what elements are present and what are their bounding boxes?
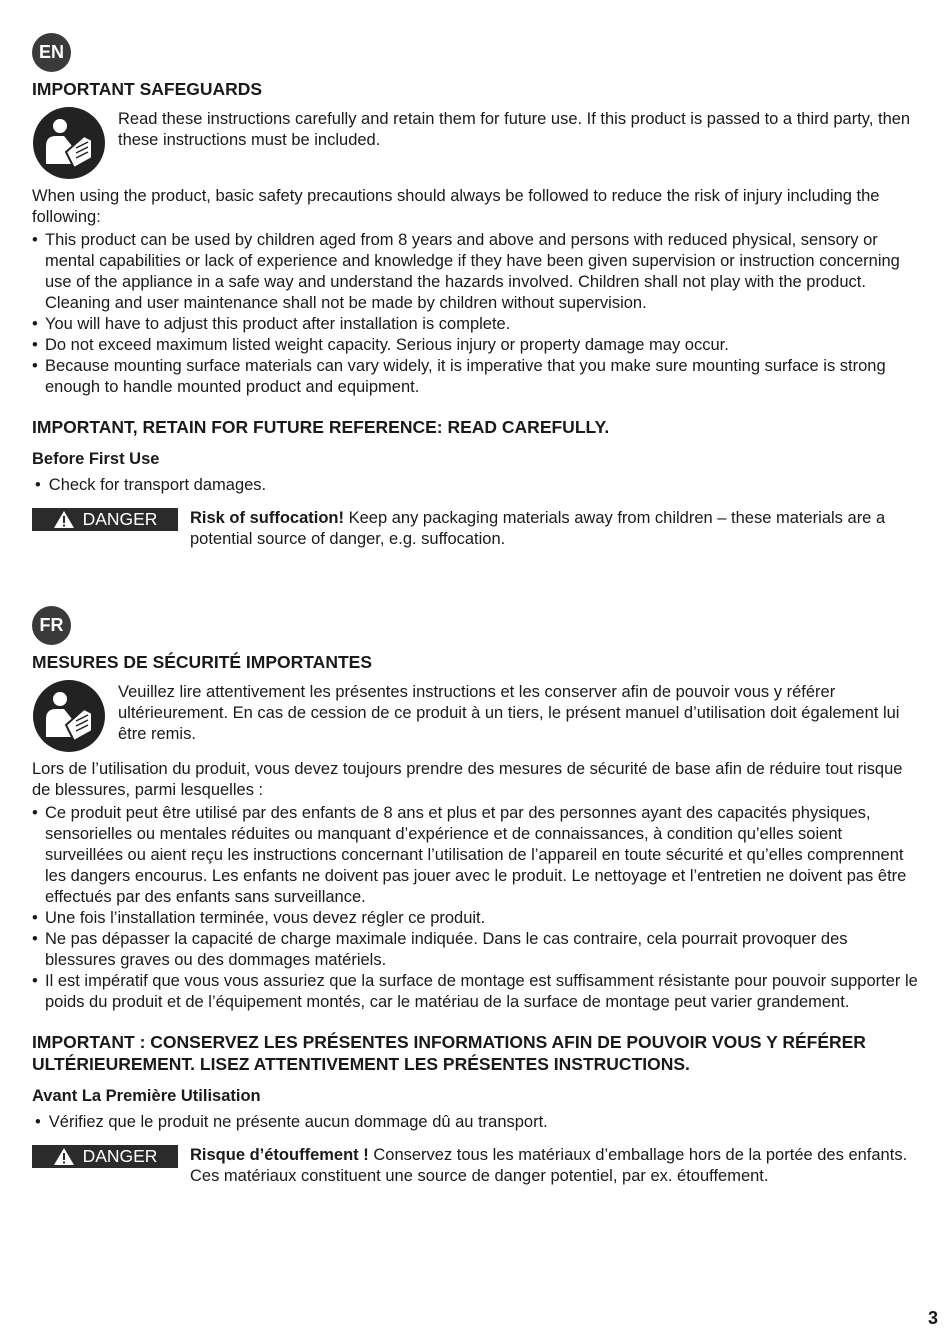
heading-retain: IMPORTANT, RETAIN FOR FUTURE REFERENCE: READ CAREFULLY. <box>32 417 610 437</box>
heading-retain: IMPORTANT : CONSERVEZ LES PRÉSENTES INFORMATIONS AFIN DE POUVOIR VOUS Y RÉFÉRER ULTÉRIEUREMENT. LISEZ ATTENTIVEMENT LES PRÉSENTES INSTRUCTIONS. <box>32 1032 866 1074</box>
warning-triangle-icon <box>53 510 75 529</box>
list-item: • Ne pas dépasser la capacité de charge maximale indiquée. Dans le cas contraire, cela pourrait provoquer des blessures graves ou des dommages matériels. <box>32 930 848 969</box>
danger-text: Risk of suffocation! Keep any packaging materials away from children – these materials are a potential source of danger, e.g. suffocation. <box>190 509 886 548</box>
danger-notice <box>32 1145 922 1187</box>
language-badge-en: EN <box>32 33 71 72</box>
read-manual-icon <box>32 679 106 753</box>
danger-notice <box>32 508 922 550</box>
check-item: • Vérifiez que le produit ne présente aucun dommage dû au transport. <box>35 1113 548 1131</box>
section-en <box>32 33 922 550</box>
before-first-use-heading: Before First Use <box>32 450 160 468</box>
precautions-text: Lors de l’utilisation du produit, vous devez toujours prendre des mesures de sécurité de base afin de réduire tout risque de blessures, parmi lesquelles : <box>32 760 903 799</box>
list-item: • You will have to adjust this product after installation is complete. <box>32 315 511 333</box>
heading-safeguards: IMPORTANT SAFEGUARDS <box>32 79 263 99</box>
intro-block <box>32 679 922 753</box>
list-item: • Il est impératif que vous vous assuriez que la surface de montage est suffisamment résistante pour pouvoir supporter le poids du produit et de l’équipement montés, car le matériau de la surface de montage peut varier grandement. <box>32 972 918 1011</box>
before-first-use-heading: Avant La Première Utilisation <box>32 1087 261 1105</box>
warning-triangle-icon <box>53 1147 75 1166</box>
danger-label: DANGER <box>32 1145 178 1168</box>
list-item: • Une fois l’installation terminée, vous devez régler ce produit. <box>32 909 486 927</box>
list-item: • This product can be used by children aged from 8 years and above and persons with reduced physical, sensory or mental capabilities or lack of experience and knowledge if they have been given supervision or instruction concerning use of the appliance in a safe way and understand the hazards involved. Children shall not play with the product. Cleaning and user maintenance shall not be made by children without supervision. <box>32 231 900 312</box>
safety-list <box>32 230 922 398</box>
danger-text: Risque d’étouffement ! Conservez tous les matériaux d’emballage hors de la portée des enfants. Ces matériaux constituent une source de danger potentiel, par ex. étouffement. <box>190 1146 908 1185</box>
list-item: • Ce produit peut être utilisé par des enfants de 8 ans et plus et par des personnes ayant des capacités physiques, sensorielles ou mentales réduites ou manquant d’expérience et de connaissances, à condition qu’elles soient surveillées ou aient reçu les instructions concernant l’utilisation de l’appareil en toute sécurité et qu’elles comprennent les dangers encourus. Les enfants ne doivent pas jouer avec le produit. Le nettoyage et l’entretien ne doivent pas être effectués par des enfants sans surveillance. <box>32 804 907 906</box>
intro-text: Veuillez lire attentivement les présentes instructions et les conserver afin de pouvoir vous y référer ultérieurement. En cas de cession de ce produit à un tiers, le présent manuel d’utilisation doit également lui être remis. <box>118 683 900 743</box>
intro-text: Read these instructions carefully and retain them for future use. If this product is passed to a third party, then these instructions must be included. <box>118 110 911 149</box>
danger-label: DANGER <box>32 508 178 531</box>
intro-block <box>32 106 922 180</box>
list-item: • Because mounting surface materials can vary widely, it is imperative that you make sure mounting surface is strong enough to handle mounted product and equipment. <box>32 357 886 396</box>
read-manual-icon <box>32 106 106 180</box>
list-item: • Do not exceed maximum listed weight capacity. Serious injury or property damage may occur. <box>32 336 729 354</box>
section-fr <box>32 606 922 1187</box>
check-item: • Check for transport damages. <box>35 476 267 494</box>
safety-list <box>32 803 922 1013</box>
heading-safeguards: MESURES DE SÉCURITÉ IMPORTANTES <box>32 652 372 672</box>
language-badge-fr: FR <box>32 606 71 645</box>
precautions-text: When using the product, basic safety precautions should always be followed to reduce the risk of injury including the following: <box>32 187 880 226</box>
page-number: 3 <box>927 1308 938 1328</box>
